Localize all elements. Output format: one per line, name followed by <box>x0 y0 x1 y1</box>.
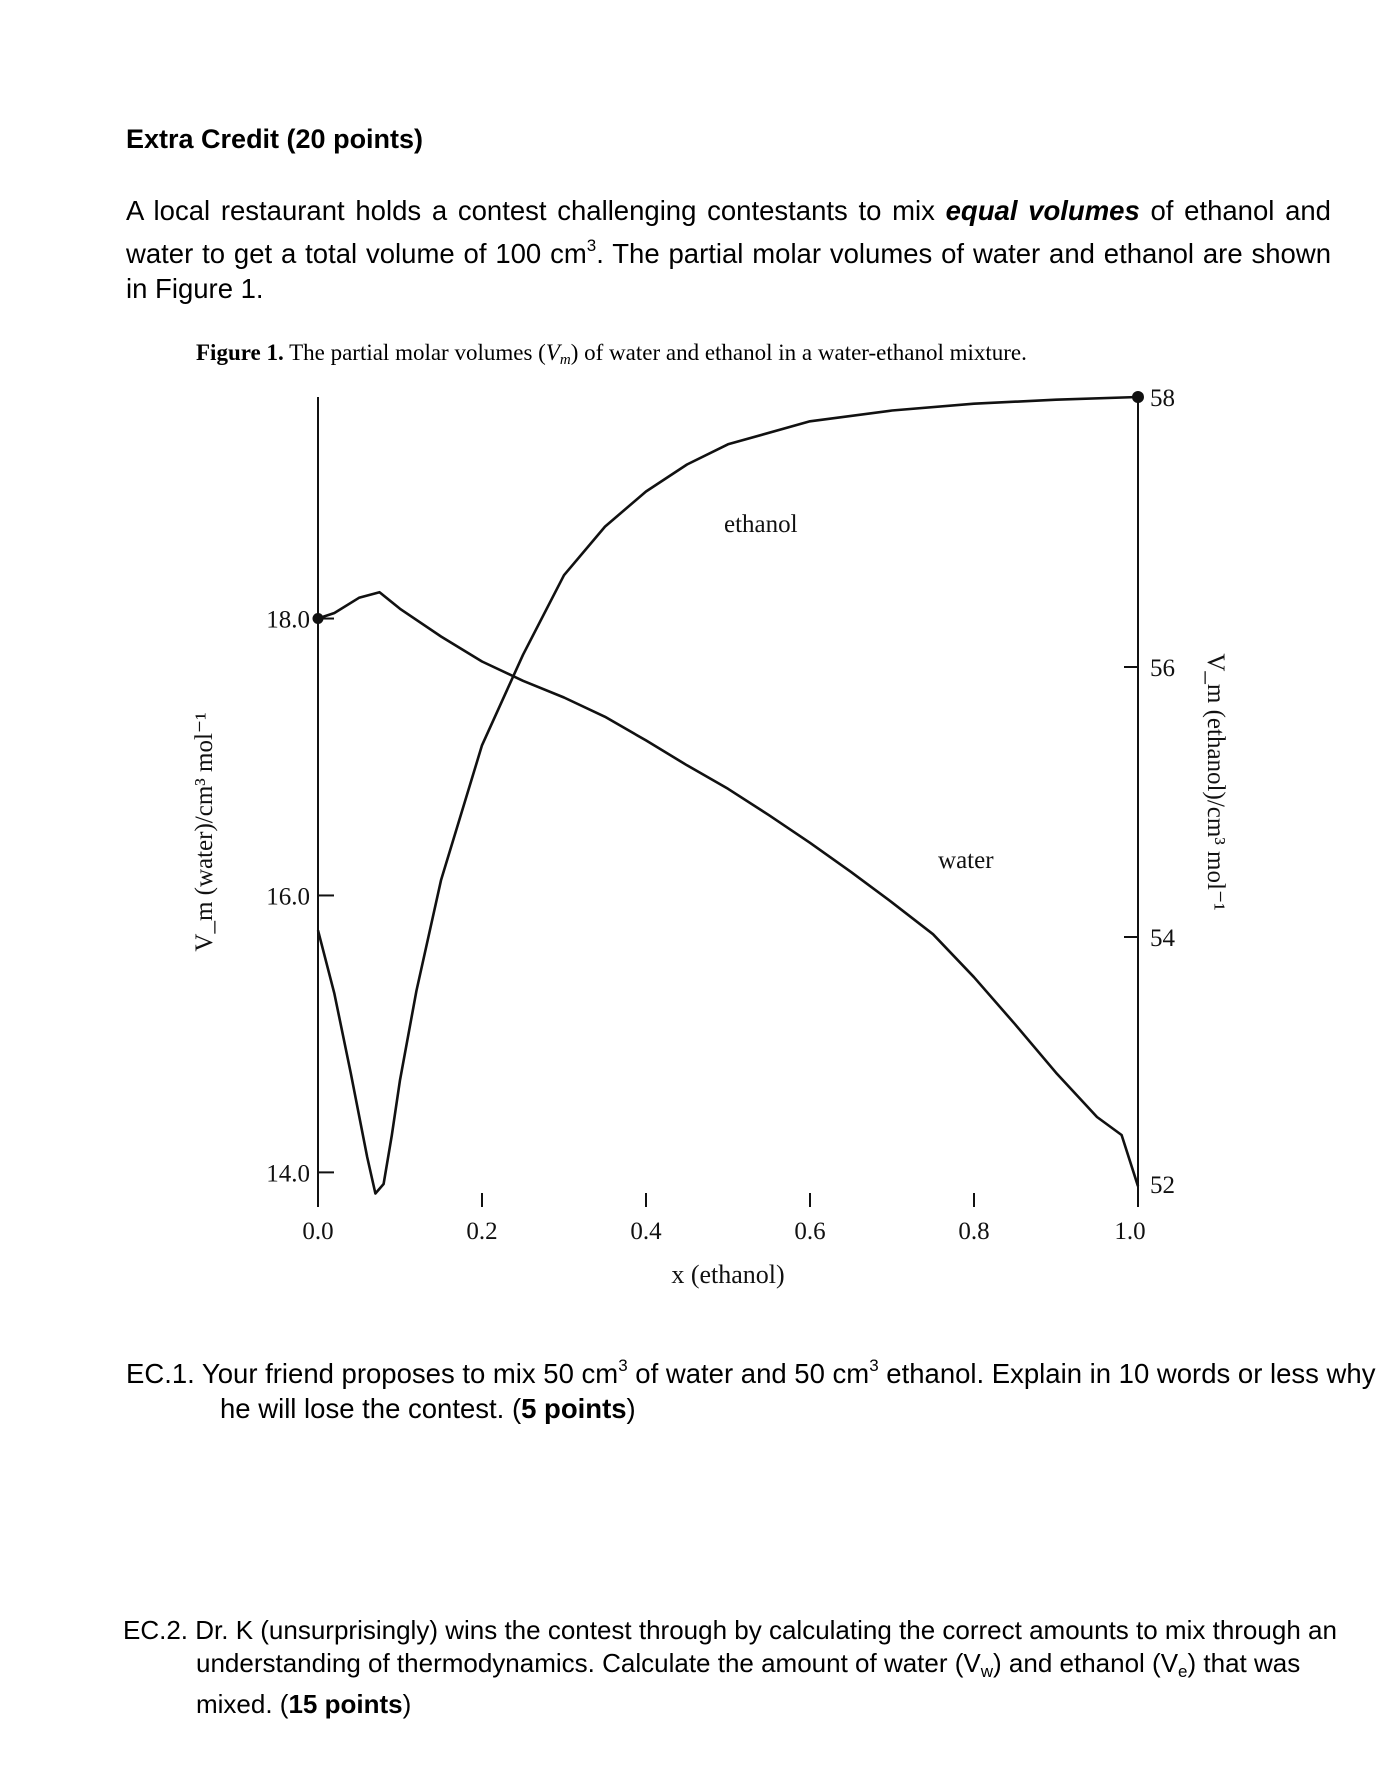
y-right-tick-label: 58 <box>1150 385 1175 412</box>
ec1-number: EC.1. <box>126 1358 195 1389</box>
y-right-axis-title: V_m (ethanol)/cm³ mol⁻¹ <box>1202 653 1229 911</box>
x-tick-label: 0.8 <box>958 1218 990 1245</box>
intro-text-1: A local restaurant holds a contest challenging contestants to mix <box>126 195 946 226</box>
series-label-water: water <box>938 846 994 874</box>
intro-emphasis: equal volumes <box>945 195 1140 226</box>
ec2-text-1: Dr. K (unsurprisingly) wins the contest through by calculating the correct amounts to mix through an understanding of thermodynamics. Calculate the amount of water (V <box>188 1615 1337 1678</box>
ec1-text-1: Your friend proposes to mix 50 cm <box>194 1358 619 1389</box>
caption-subscript: m <box>559 352 571 368</box>
caption-text-1: The partial molar volumes ( <box>283 340 546 365</box>
x-tick-label: 0.2 <box>466 1218 498 1245</box>
caption-symbol: V <box>545 340 560 365</box>
partial-molar-volume-chart <box>180 375 1240 1320</box>
ec2-subscript-2: e <box>1178 1662 1188 1681</box>
question-ec1 <box>126 1348 1383 1426</box>
question-ec2 <box>123 1614 1376 1721</box>
intro-text-2: of ethanol and water to get a total volume of 100 cm <box>126 195 1331 269</box>
ec1-text-2: of water and 50 cm <box>627 1358 870 1389</box>
series-label-ethanol: ethanol <box>724 511 798 538</box>
y-right-tick-label: 52 <box>1150 1172 1175 1199</box>
figure-caption <box>196 340 1027 369</box>
ec2-text-3: ) that was mixed. ( <box>196 1648 1301 1719</box>
y-left-tick-label: 16.0 <box>266 883 310 911</box>
intro-text-3: . The partial molar volumes of water and ethanol are shown in Figure 1. <box>126 238 1331 304</box>
ethanol-end-marker <box>1132 391 1144 403</box>
ec2-text-2: ) and ethanol (V <box>993 1648 1179 1678</box>
section-heading: Extra Credit (20 points) <box>126 124 424 154</box>
caption-text-2: ) of water and ethanol in a water-ethanol mixture. <box>570 340 1027 365</box>
ec1-points: 5 points <box>521 1393 627 1424</box>
ec2-close: ) <box>402 1689 412 1719</box>
intro-paragraph <box>126 193 1331 306</box>
ec2-points: 15 points <box>288 1689 403 1719</box>
x-tick-label: 1.0 <box>1114 1218 1146 1245</box>
x-axis-title: x (ethanol) <box>671 1260 785 1289</box>
y-left-tick-label: 14.0 <box>266 1160 310 1188</box>
ec1-close: ) <box>626 1393 636 1424</box>
ec1-superscript-2: 3 <box>869 1356 879 1375</box>
y-left-axis-title: V_m (water)/cm³ mol⁻¹ <box>191 712 218 952</box>
ec2-subscript-1: w <box>980 1662 994 1681</box>
y-left-tick-label: 18.0 <box>266 606 310 634</box>
y-right-tick-label: 54 <box>1150 925 1175 952</box>
water-start-marker <box>313 613 324 624</box>
ec1-text-3: ethanol. Explain in 10 words or less why he will lose the contest. ( <box>220 1358 1376 1424</box>
ec1-superscript-1: 3 <box>618 1356 628 1375</box>
x-tick-label: 0.0 <box>302 1218 334 1245</box>
intro-superscript: 3 <box>586 236 597 255</box>
ec2-number: EC.2. <box>123 1615 189 1645</box>
figure-label: Figure 1. <box>196 340 284 365</box>
chart-labels <box>191 385 1229 1289</box>
series-line-water <box>318 592 1138 1186</box>
x-tick-label: 0.4 <box>630 1218 662 1245</box>
x-tick-label: 0.6 <box>794 1218 826 1245</box>
y-right-tick-label: 56 <box>1150 655 1175 682</box>
